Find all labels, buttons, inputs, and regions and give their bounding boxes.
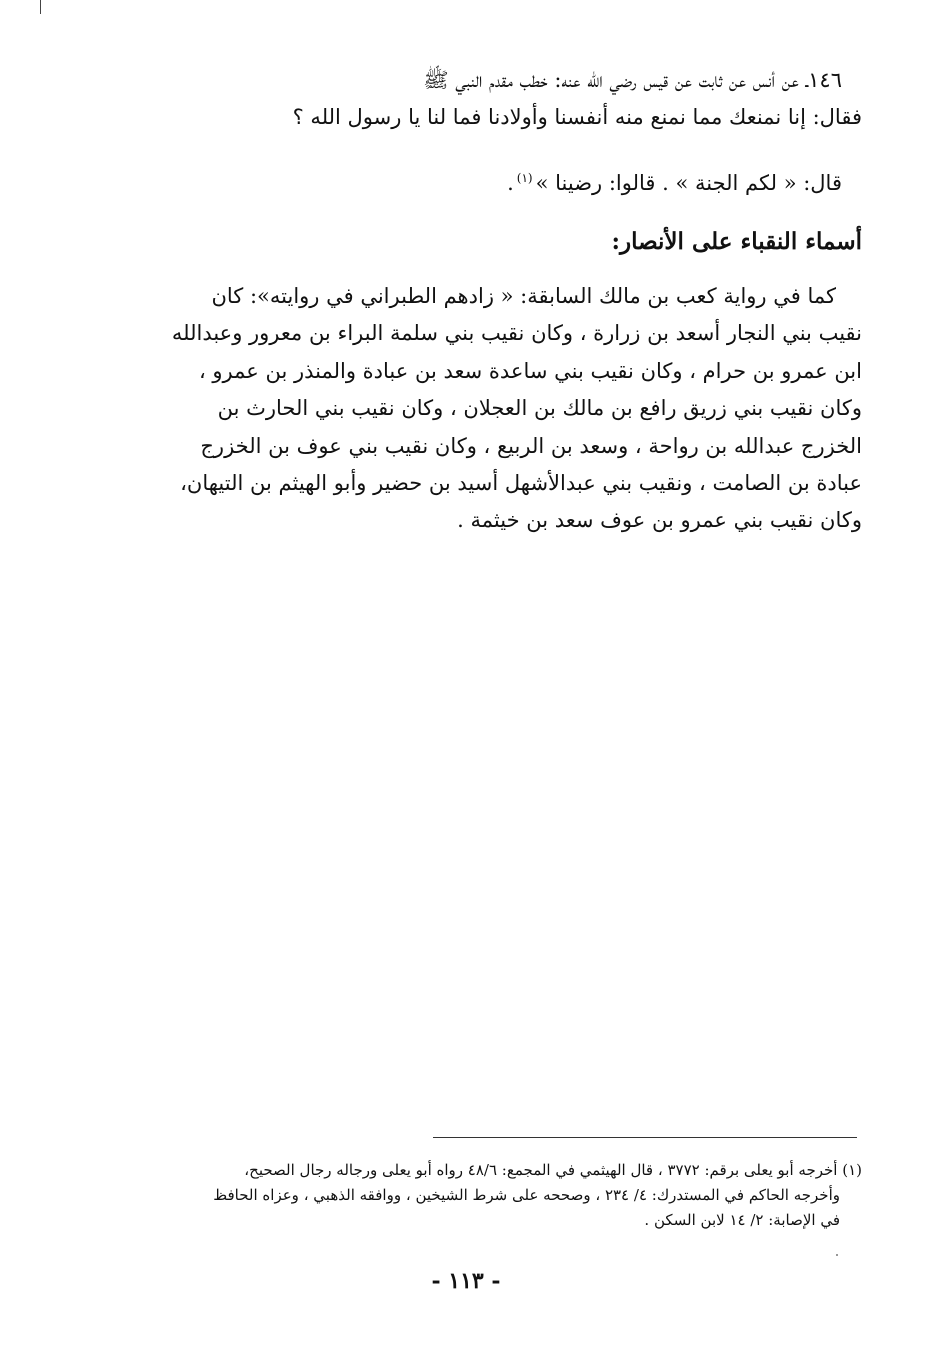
reply-end-mark: . [507,171,514,195]
hadith-line: ١٤٦ـ عن أنس عن ثابت عن قيس رضي الله عنه: خطب مقدم النبي ﷺ [423,68,842,92]
section-heading: أسماء النقباء على الأنصار: [611,228,862,255]
hadith-reply [72,160,862,202]
body-paragraph [72,278,862,540]
footnotes [62,1158,862,1233]
footnote-reference[interactable]: (١) [516,171,533,185]
hadith-146 [72,62,862,136]
scan-speck [836,1254,838,1256]
paragraph-line: وكان نقيب بني عمرو بن عوف سعد بن خيثمة . [457,508,862,533]
footnote-line: في الإصابة: ٢/ ١٤ لابن السكن . [644,1211,840,1229]
paragraph-line: ابن عمرو بن حرام ، وكان نقيب بني ساعدة سعد بن عبادة والمنذر بن عمرو ، [198,358,862,383]
paragraph-line: نقيب بني النجار أسعد بن زرارة ، وكان نقيب بني سلمة البراء بن معرور وعبدالله [171,321,862,346]
paragraph-line: وكان نقيب بني زريق رافع بن مالك بن العجلان ، وكان نقيب بني الحارث بن [217,396,862,421]
page-number: - ١١٣ - [431,1268,501,1294]
paragraph-line: كما في رواية كعب بن مالك السابقة: « زادهم الطبراني في روايته»: كان [211,284,836,308]
paragraph-line: عبادة بن الصامت ، ونقيب بني عبدالأشهل أسيد بن حضير وأبو الهيثم بن التيهان، [180,471,862,496]
footnote-divider [433,1137,857,1138]
scan-artifact-mark [40,0,41,14]
footnote-line: (١) أخرجه أبو يعلى برقم: ٣٧٧٢ ، قال الهيثمي في المجمع: ٤٨/٦ رواه أبو يعلى ورجاله رجال الصحيح، [244,1161,862,1179]
hadith-line: فقال: إنا نمنعك مما نمنع منه أنفسنا وأولادنا فما لنا يا رسول الله ؟ [292,105,862,129]
reply-text: قال: « لكم الجنة » . قالوا: رضينا » [535,171,842,195]
paragraph-line: الخزرج عبدالله بن رواحة ، وسعد بن الربيع ، وكان نقيب بني عوف بن الخزرج [200,433,862,458]
reply-line [72,160,862,202]
footnote-line: وأخرجه الحاكم في المستدرك: ٤/ ٢٣٤ ، وصححه على شرط الشيخين ، ووافقه الذهبي ، وعزاه الحافظ [213,1186,840,1204]
